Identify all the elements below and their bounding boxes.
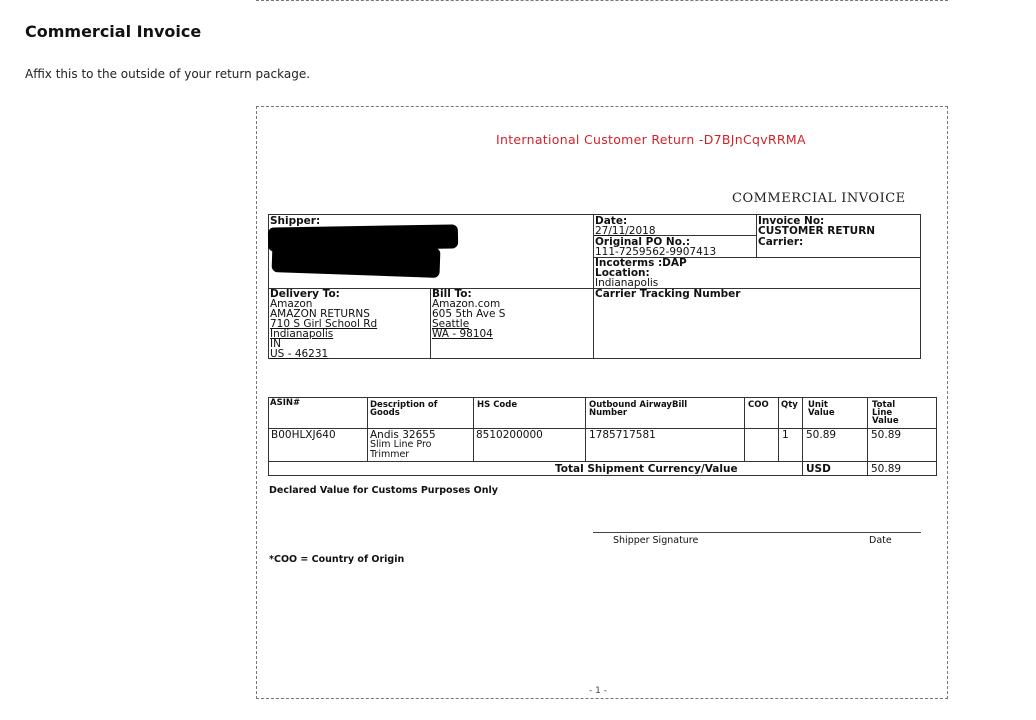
page-number: - 1 - xyxy=(589,686,607,696)
bill-to-label: Bill To: xyxy=(432,288,472,300)
document-title: COMMERCIAL INVOICE xyxy=(732,191,906,206)
col-header-qty: Qty xyxy=(781,400,798,410)
cell-description: Slim Line Pro xyxy=(370,439,432,450)
redacted-shipper-address xyxy=(272,242,441,278)
top-dashed-border xyxy=(256,0,948,1)
cell-qty: 1 xyxy=(782,429,789,441)
col-header-airwaybill: Number xyxy=(589,408,628,418)
cell-unit-value: 50.89 xyxy=(806,429,837,441)
total-shipment-value: 50.89 xyxy=(871,463,902,475)
date-label: Date: xyxy=(595,215,628,227)
original-po-label: Original PO No.: xyxy=(595,236,691,248)
cell-description: Andis 32655 xyxy=(370,429,436,441)
divider xyxy=(367,397,368,461)
cell-asin: B00HLXJ640 xyxy=(271,429,336,441)
location-label: Location: xyxy=(595,267,650,279)
col-header-hs-code: HS Code xyxy=(477,400,518,410)
col-header-unit-value: Unit xyxy=(808,400,828,410)
divider xyxy=(268,461,937,462)
instruction-text: Affix this to the outside of your return package. xyxy=(25,67,311,81)
shipper-label: Shipper: xyxy=(270,215,321,227)
shipper-signature-label: Shipper Signature xyxy=(613,535,699,546)
col-header-total-line-value: Line xyxy=(872,408,893,418)
divider xyxy=(430,288,431,359)
divider xyxy=(585,397,586,461)
tracking-label: Carrier Tracking Number xyxy=(595,288,741,300)
col-header-coo: COO xyxy=(748,400,769,410)
col-header-description: Goods xyxy=(370,408,400,418)
signature-date-label: Date xyxy=(869,535,892,546)
coo-footnote: *COO = Country of Origin xyxy=(269,554,405,565)
signature-line xyxy=(593,532,921,533)
bill-line: Amazon.com xyxy=(432,298,501,310)
col-header-unit-value: Value xyxy=(808,408,835,418)
col-header-description: Description of xyxy=(370,400,438,410)
original-po-value: 111-7259562-9907413 xyxy=(595,246,717,258)
date-value: 27/11/2018 xyxy=(595,225,656,237)
delivery-line: Indianapolis xyxy=(270,328,334,340)
delivery-line: Amazon xyxy=(270,298,313,310)
location-value: Indianapolis xyxy=(595,277,659,289)
total-currency: USD xyxy=(806,463,831,475)
total-shipment-label: Total Shipment Currency/Value xyxy=(555,463,738,475)
declared-value-note: Declared Value for Customs Purposes Only xyxy=(269,485,498,496)
delivery-line: 710 S Girl School Rd xyxy=(270,318,378,330)
col-header-total-line-value: Value xyxy=(872,416,899,426)
invoice-no-label: Invoice No: xyxy=(758,215,825,227)
col-header-total-line-value: Total xyxy=(872,400,896,410)
divider xyxy=(756,214,757,258)
col-header-airwaybill: Outbound AirwayBill xyxy=(589,400,688,410)
delivery-line: AMAZON RETURNS xyxy=(270,308,370,320)
invoice-no-value: CUSTOMER RETURN xyxy=(758,225,876,237)
cell-hs-code: 8510200000 xyxy=(476,429,543,441)
cell-total-value: 50.89 xyxy=(871,429,902,441)
cell-description: Trimmer xyxy=(370,449,410,460)
delivery-line: IN xyxy=(270,338,281,350)
divider xyxy=(473,397,474,461)
divider xyxy=(744,397,745,461)
divider xyxy=(778,397,779,461)
bill-line: WA - 98104 xyxy=(432,328,493,340)
delivery-line: US - 46231 xyxy=(270,348,329,360)
delivery-to-label: Delivery To: xyxy=(270,288,340,300)
bill-line: Seattle xyxy=(432,318,470,330)
cell-airwaybill: 1785717581 xyxy=(589,429,656,441)
page-title: Commercial Invoice xyxy=(25,22,202,41)
bill-line: 605 5th Ave S xyxy=(432,308,506,320)
incoterms-label: Incoterms :DAP xyxy=(595,257,687,269)
divider xyxy=(802,397,803,476)
carrier-label: Carrier: xyxy=(758,236,804,248)
col-header-asin: ASIN# xyxy=(270,398,301,408)
return-title: International Customer Return -D7BJnCqvRRMA xyxy=(496,132,806,147)
divider xyxy=(867,397,868,476)
